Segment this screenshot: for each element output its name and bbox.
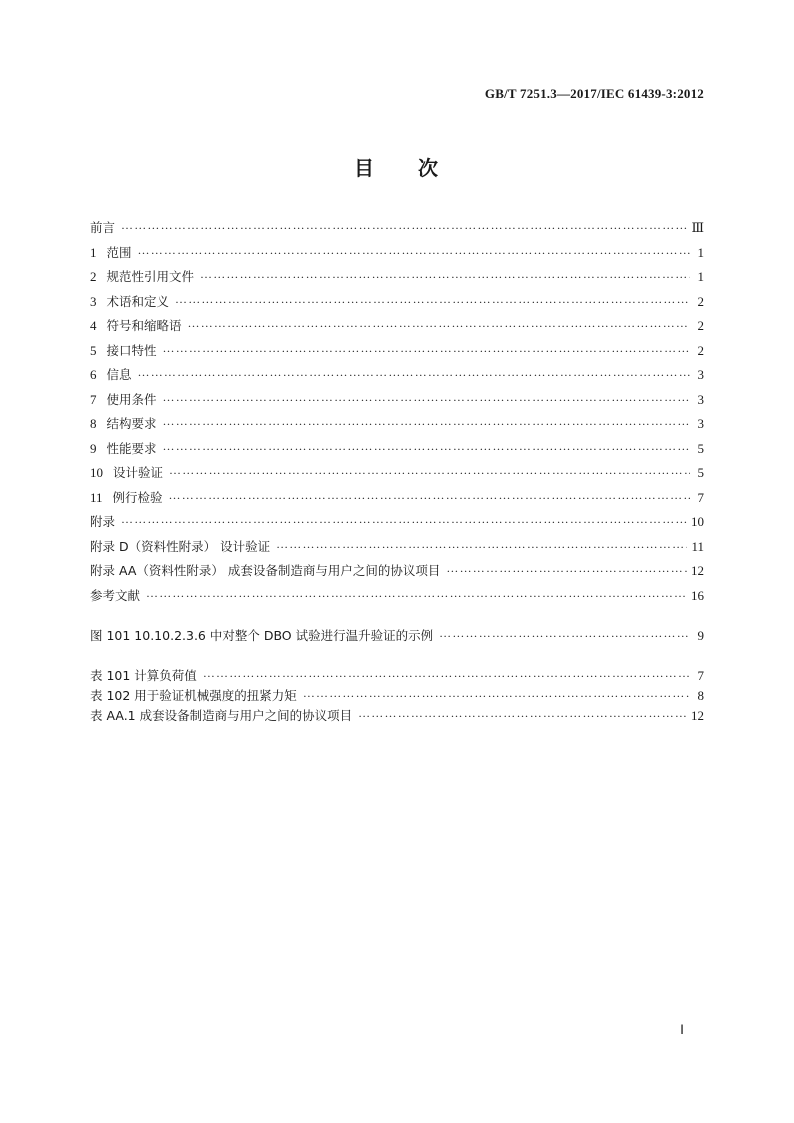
toc-entry-bibliography[interactable] xyxy=(90,584,704,609)
table-entry-aa1[interactable] xyxy=(90,706,704,726)
toc-label xyxy=(90,490,163,506)
toc-entry-3[interactable] xyxy=(90,290,704,315)
table-entry-101[interactable] xyxy=(90,666,704,686)
toc-leader-dots xyxy=(163,413,690,429)
toc-leader-dots xyxy=(200,266,690,282)
toc-number: 1 xyxy=(90,244,97,260)
toc-entry-7[interactable] xyxy=(90,388,704,413)
toc-number: 2 xyxy=(90,269,97,285)
toc-leader-dots xyxy=(439,625,690,641)
title-part-2: 次 xyxy=(418,156,440,180)
toc-entry-5[interactable] xyxy=(90,339,704,364)
toc-title: 信息 xyxy=(106,367,132,383)
toc-title: 性能要求 xyxy=(106,440,157,456)
toc-label xyxy=(90,294,169,310)
toc-leader-dots xyxy=(169,487,690,503)
toc-page: 8 xyxy=(697,688,704,703)
toc-entry-foreword[interactable] xyxy=(90,216,704,241)
toc-title: 接口特性 xyxy=(106,342,157,358)
title-part-1: 目 xyxy=(354,156,376,180)
toc-page: 5 xyxy=(697,440,704,456)
toc-page: 11 xyxy=(691,538,704,554)
table-label: 表 101 计算负荷值 xyxy=(90,668,197,683)
toc-page: 3 xyxy=(697,391,704,407)
list-of-tables xyxy=(90,666,704,726)
toc-page: 5 xyxy=(697,465,704,481)
page-title xyxy=(0,152,794,181)
toc-entry-annex-aa[interactable] xyxy=(90,559,704,584)
toc-title: 设计验证 xyxy=(113,465,164,481)
toc-number: 6 xyxy=(90,367,97,383)
toc-leader-dots xyxy=(169,462,690,478)
toc-label xyxy=(90,441,157,457)
toc-label xyxy=(90,465,163,481)
toc-leader-dots xyxy=(121,217,687,233)
toc-title: 范围 xyxy=(106,244,132,260)
toc-label: 附录 xyxy=(90,514,116,530)
list-of-figures xyxy=(90,626,704,646)
toc-title: 例行检验 xyxy=(112,489,163,505)
page-number: Ⅰ xyxy=(680,1022,684,1037)
figure-label: 图 101 10.10.2.3.6 中对整个 DBO 试验进行温升验证的示例 xyxy=(90,628,434,643)
toc-leader-dots xyxy=(138,242,690,258)
toc-leader-dots xyxy=(146,585,687,601)
toc-label: 前言 xyxy=(90,220,116,236)
toc-page: 3 xyxy=(697,416,704,432)
toc-leader-dots xyxy=(188,315,690,331)
toc-page: 9 xyxy=(697,628,704,643)
toc-leader-dots xyxy=(303,685,690,701)
toc-leader-dots xyxy=(163,340,690,356)
table-label: 表 102 用于验证机械强度的扭紧力矩 xyxy=(90,688,297,703)
toc-leader-dots xyxy=(446,560,687,576)
toc-entry-11[interactable] xyxy=(90,486,704,511)
toc-page: 12 xyxy=(691,563,704,579)
toc-page: 1 xyxy=(697,244,704,260)
toc-label xyxy=(90,343,157,359)
toc-leader-dots xyxy=(163,389,690,405)
toc-entry-9[interactable] xyxy=(90,437,704,462)
toc-page: 3 xyxy=(697,367,704,383)
toc-number: 3 xyxy=(90,293,97,309)
toc-page: 2 xyxy=(697,342,704,358)
figure-entry-101[interactable] xyxy=(90,626,704,646)
toc-leader-dots xyxy=(163,438,690,454)
toc-label: 参考文献 xyxy=(90,587,141,603)
toc-page: 1 xyxy=(697,269,704,285)
toc-page: 2 xyxy=(697,318,704,334)
toc-number: 11 xyxy=(90,489,103,505)
toc-number: 8 xyxy=(90,416,97,432)
toc-number: 9 xyxy=(90,440,97,456)
toc-label xyxy=(90,392,157,408)
toc-label xyxy=(90,367,132,383)
toc-label xyxy=(90,416,157,432)
toc-title: 规范性引用文件 xyxy=(106,269,195,285)
toc-page: 2 xyxy=(697,293,704,309)
toc-leader-dots xyxy=(138,364,690,380)
toc-number: 10 xyxy=(90,465,103,481)
toc-page: Ⅲ xyxy=(691,220,704,236)
toc-entry-annex-d[interactable] xyxy=(90,535,704,560)
toc-entry-1[interactable] xyxy=(90,241,704,266)
toc-leader-dots xyxy=(358,705,687,721)
table-entry-102[interactable] xyxy=(90,686,704,706)
toc-leader-dots xyxy=(203,665,690,681)
toc-page: 7 xyxy=(697,668,704,683)
toc-page: 12 xyxy=(691,708,704,723)
toc-entry-8[interactable] xyxy=(90,412,704,437)
toc-label xyxy=(90,269,194,285)
toc-title: 结构要求 xyxy=(106,416,157,432)
table-of-contents xyxy=(90,216,704,608)
toc-number: 5 xyxy=(90,342,97,358)
toc-entry-4[interactable] xyxy=(90,314,704,339)
toc-label: 附录 AA（资料性附录） 成套设备制造商与用户之间的协议项目 xyxy=(90,563,441,579)
toc-leader-dots xyxy=(175,291,690,307)
toc-label xyxy=(90,245,132,261)
toc-number: 4 xyxy=(90,318,97,334)
toc-label xyxy=(90,318,182,334)
toc-page: 10 xyxy=(691,514,704,530)
toc-title: 使用条件 xyxy=(106,391,157,407)
toc-title: 符号和缩略语 xyxy=(106,318,182,334)
toc-entry-6[interactable] xyxy=(90,363,704,388)
toc-entry-2[interactable] xyxy=(90,265,704,290)
standard-code: GB/T 7251.3—2017/IEC 61439-3:2012 xyxy=(484,86,704,101)
toc-label: 附录 D（资料性附录） 设计验证 xyxy=(90,538,271,554)
toc-leader-dots xyxy=(121,511,687,527)
toc-title: 术语和定义 xyxy=(106,293,170,309)
toc-page: 7 xyxy=(697,489,704,505)
toc-entry-annex[interactable] xyxy=(90,510,704,535)
toc-leader-dots xyxy=(276,536,687,552)
toc-page: 16 xyxy=(691,587,704,603)
table-label: 表 AA.1 成套设备制造商与用户之间的协议项目 xyxy=(90,708,353,723)
toc-entry-10[interactable] xyxy=(90,461,704,486)
toc-number: 7 xyxy=(90,391,97,407)
